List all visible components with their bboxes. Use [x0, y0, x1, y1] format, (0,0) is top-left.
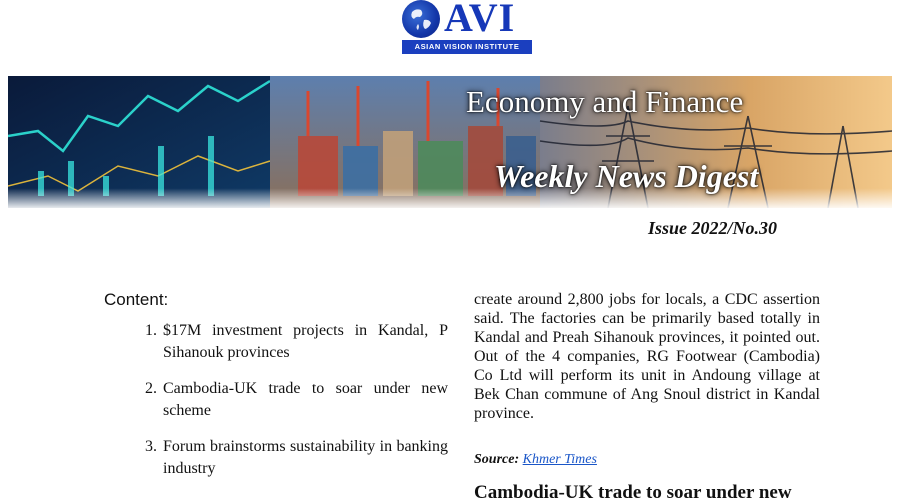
source-label: Source:: [474, 452, 520, 467]
toc-item-text[interactable]: Cambodia-UK trade to soar under new scheme: [163, 380, 448, 419]
logo-subtitle: ASIAN VISION INSTITUTE: [402, 40, 532, 54]
toc-item-number: 3.: [145, 438, 157, 455]
banner-image: [8, 76, 892, 208]
article-source: [474, 452, 597, 468]
toc-title: Content:: [104, 290, 169, 309]
toc-item-number: 2.: [145, 380, 157, 397]
avi-logo: [400, 0, 534, 56]
source-link[interactable]: Khmer Times: [522, 452, 597, 467]
banner-title: Economy and Finance: [466, 84, 744, 119]
issue-number: Issue 2022/No.30: [648, 218, 778, 238]
toc-item[interactable]: [104, 320, 448, 364]
globe-icon: [402, 0, 440, 38]
table-of-contents: [104, 290, 448, 494]
header-banner: [8, 76, 892, 208]
toc-item-number: 1.: [145, 322, 157, 339]
toc-item-text[interactable]: $17M investment projects in Kandal, P Sihanouk provinces: [163, 322, 448, 361]
toc-item[interactable]: [104, 436, 448, 480]
banner-subtitle: Weekly News Digest: [494, 158, 759, 194]
toc-item-text[interactable]: Forum brainstorms sustainability in banking industry: [163, 438, 448, 477]
next-article-heading: Cambodia-UK trade to soar under new: [474, 482, 792, 503]
logo-text: AVI: [444, 0, 516, 40]
article-body: create around 2,800 jobs for locals, a CDC assertion said. The factories can be primarily based totally in Kandal and Preah Sihanouk provinces, it pointed out. Out of the 4 companies, RG Footwear (Cambodia) Co Ltd will perform its unit in Andoung village at Bek Chan commune of Ang Snoul district in Kandal province.: [474, 291, 820, 422]
toc-item[interactable]: [104, 378, 448, 422]
